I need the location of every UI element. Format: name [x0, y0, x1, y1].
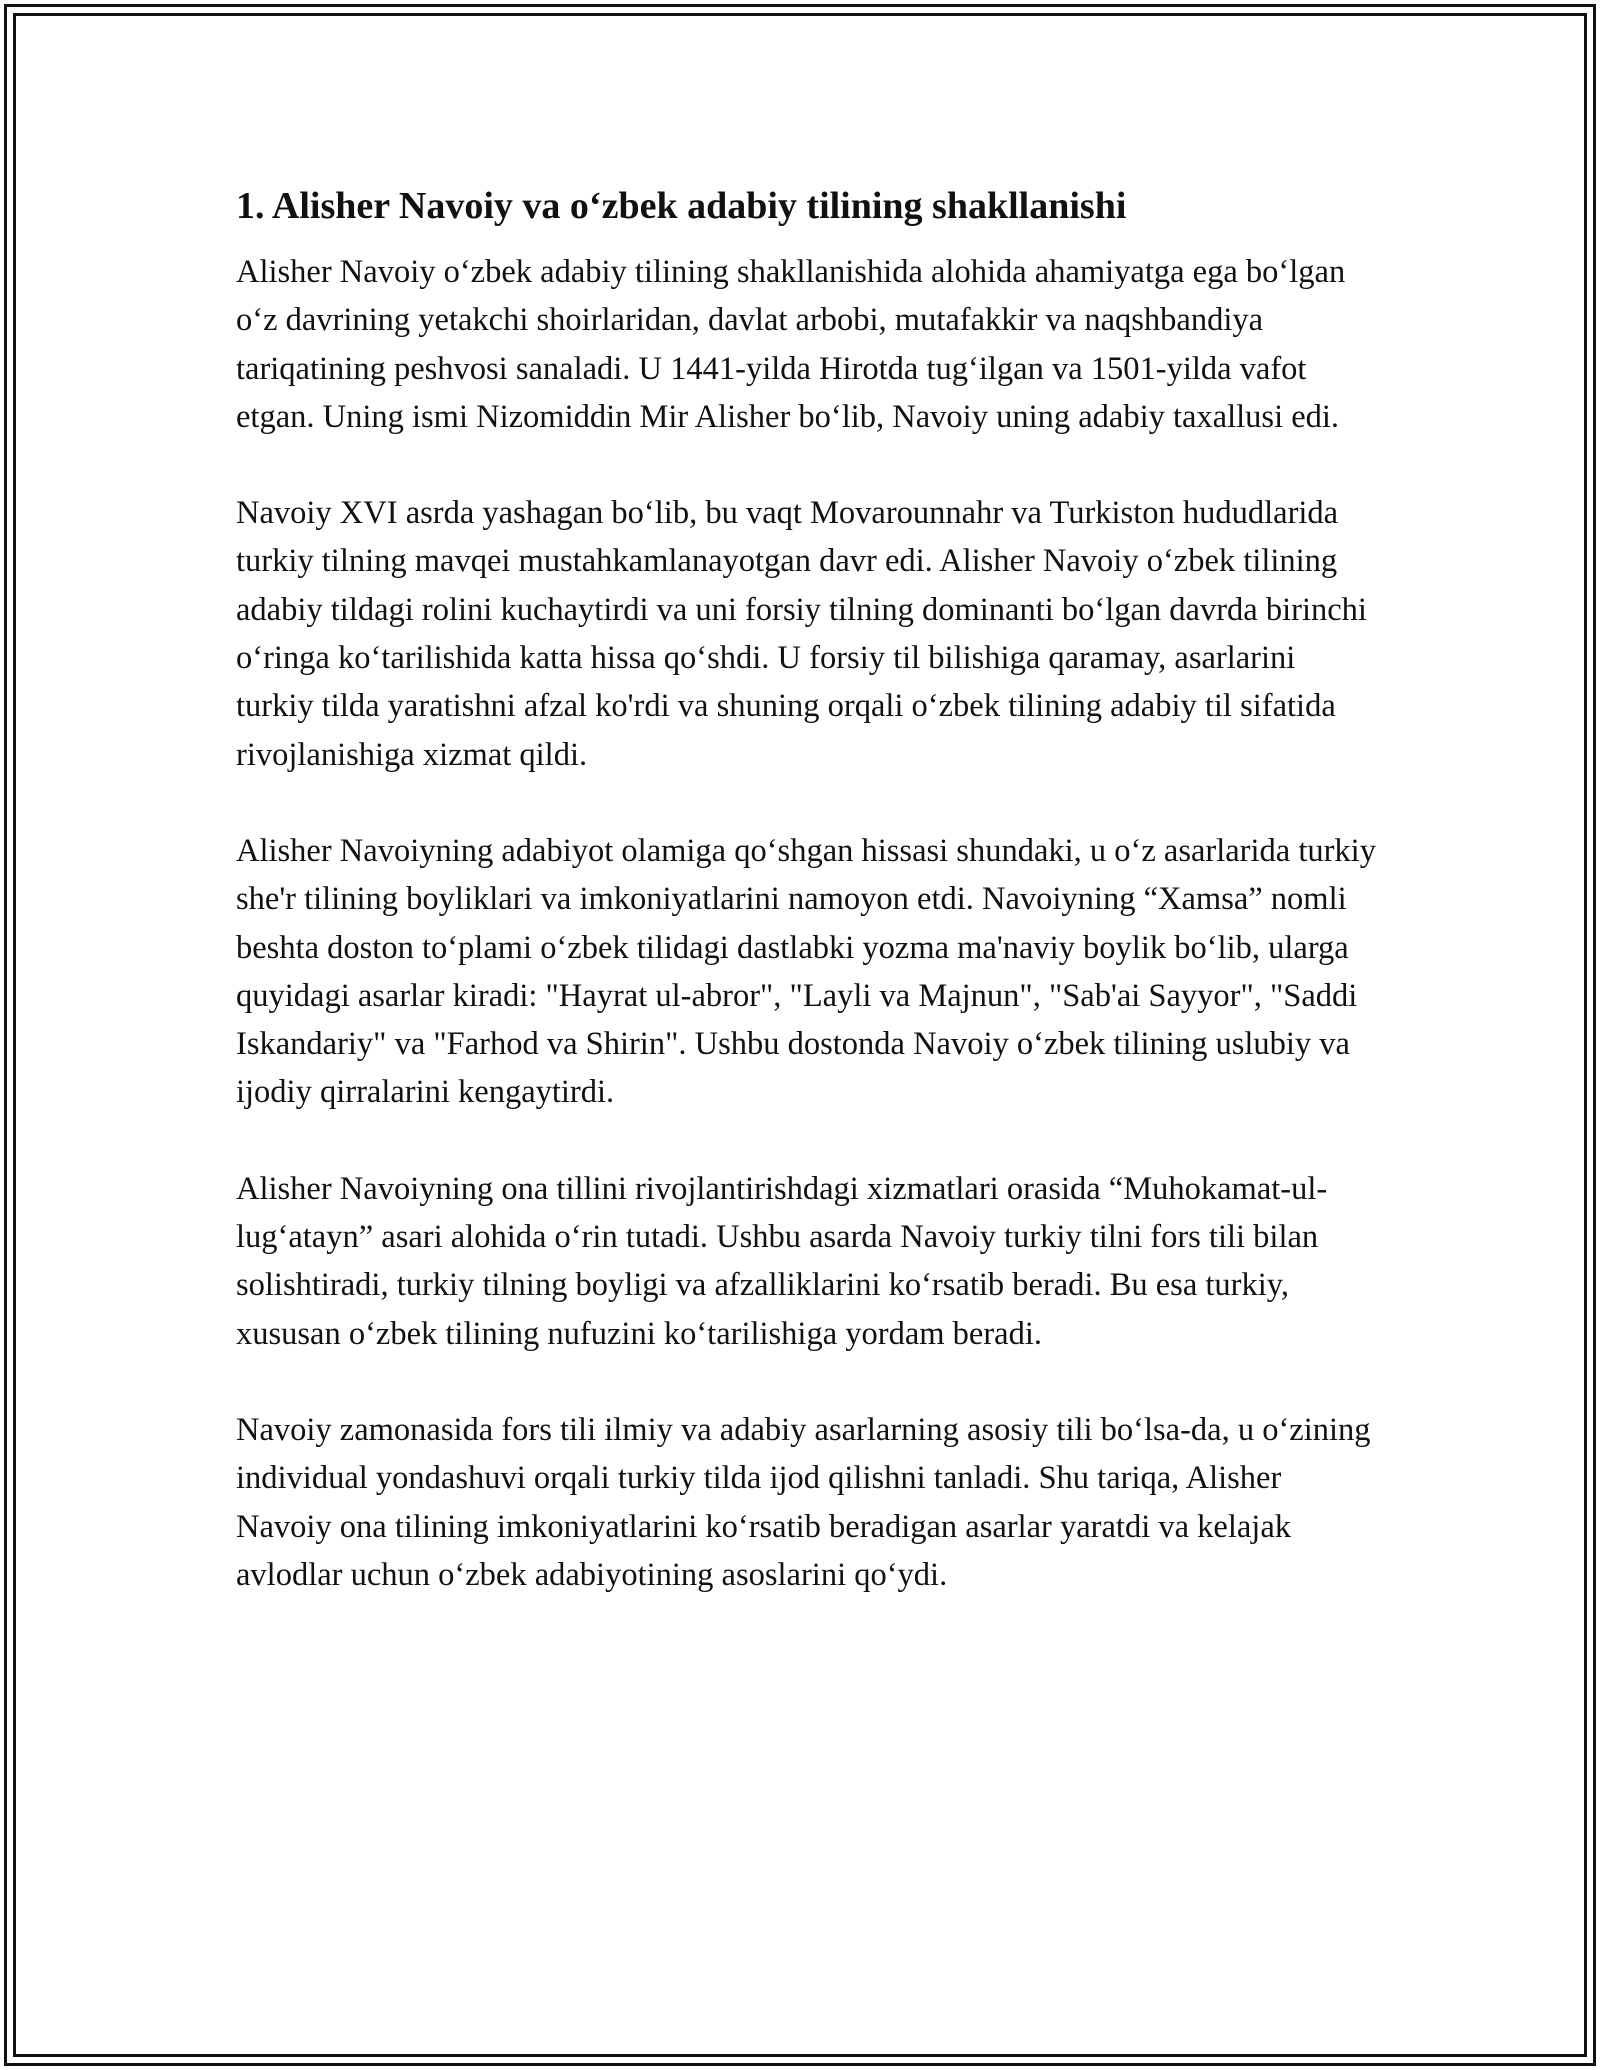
paragraph-1: Alisher Navoiy o‘zbek adabiy tilining shakllanishida alohida ahamiyatga ega bo‘lgan o‘z davrining yetakchi shoirlaridan, davlat arbobi, mutafakkir va naqshbandiya tariqatining peshvosi sanaladi. U 1441-yilda Hirotda tug‘ilgan va 1501-yilda vafot etgan. Uning ismi Nizomiddin Mir Alisher bo‘lib, Navoiy uning adabiy taxallusi edi. [236, 254, 1346, 435]
document-body [236, 180, 1376, 1647]
paragraph-2: Navoiy XVI asrda yashagan bo‘lib, bu vaqt Movarounnahr va Turkiston hududlarida turkiy tilning mavqei mustahkamlanayotgan davr edi. Alisher Navoiy o‘zbek tilining adabiy tildagi rolini kuchaytirdi va uni forsiy tilning dominanti bo‘lgan davrda birinchi o‘ringa ko‘tarilishida katta hissa qo‘shdi. U forsiy til bilishiga qaramay, asarlarini turkiy tilda yaratishni afzal ko'rdi va shuning orqali o‘zbek tilining adabiy til sifatida rivojlanishiga xizmat qildi. [236, 495, 1367, 773]
paragraph-3: Alisher Navoiyning adabiyot olamiga qo‘shgan hissasi shundaki, u o‘z asarlarida turkiy she'r tilining boyliklari va imkoniyatlarini namoyon etdi. Navoiyning “Xamsa” nomli beshta doston to‘plami o‘zbek tilidagi dastlabki yozma ma'naviy boylik bo‘lib, ularga quyidagi asarlar kiradi: "Hayrat ul-abror", "Layli va Majnun", "Sab'ai Sayyor", "Saddi Iskandariy" va "Farhod va Shirin". Ushbu dostonda Navoiy o‘zbek tilining uslubiy va ijodiy qirralarini kengaytirdi. [236, 832, 1376, 1111]
paragraph-4: Alisher Navoiyning ona tillini rivojlantirishdagi xizmatlari orasida “Muhokamat-ul-lug‘atayn” asari alohida o‘rin tutadi. Ushbu asarda Navoiy turkiy tilni fors tili bilan solishtiradi, turkiy tilning boyligi va afzalliklarini ko‘rsatib beradi. Bu esa turkiy, xususan o‘zbek tilining nufuzini ko‘tarilishiga yordam beradi. [236, 1170, 1328, 1352]
paragraph-5: Navoiy zamonasida fors tili ilmiy va adabiy asarlarning asosiy tili bo‘lsa-da, u o‘zining individual yondashuvi orqali turkiy tilda ijod qilishni tanladi. Shu tariqa, Alisher Navoiy ona tilining imkoniyatlarini ko‘rsatib beradigan asarlar yaratdi va kelajak avlodlar uchun o‘zbek adabiyotining asoslarini qo‘ydi. [236, 1411, 1371, 1593]
section-heading: 1. Alisher Navoiy va o‘zbek adabiy tilining shakllanishi [236, 185, 1127, 227]
